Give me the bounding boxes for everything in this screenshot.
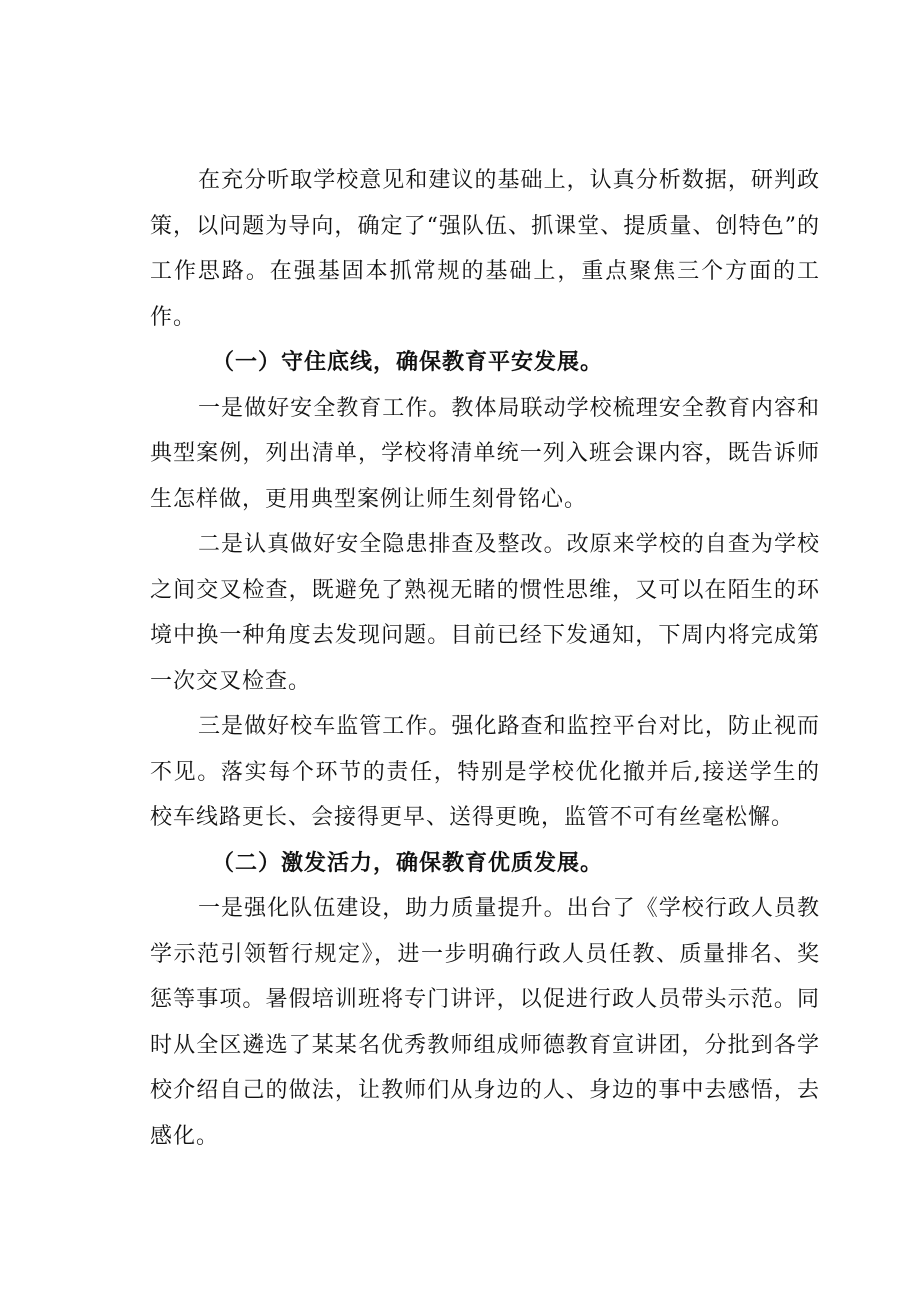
document-page [150,158,820,1159]
section-2-heading: （二）激发活力，确保教育优质发展。 [212,850,604,876]
section-1-paragraph-1: 一是做好安全教育工作。教体局联动学校梳理安全教育内容和典型案例，列出清单，学校将清单统一列入班会课内容，既告诉师生怎样做，更用典型案例让师生刻骨铭心。 [150,395,820,512]
section-2-paragraph-1: 一是强化队伍建设，助力质量提升。出台了《学校行政人员教学示范引领暂行规定》，进一步明确行政人员任教、质量排名、奖惩等事项。暑假培训班将专门讲评，以促进行政人员带头示范。同时从全区遴选了某某名优秀教师组成师德教育宣讲团，分批到各学校介绍自己的做法，让教师们从身边的人、身边的事中去感悟，去感化。 [150,896,820,1149]
section-1-paragraph-2: 二是认真做好安全隐患排查及整改。改原来学校的自查为学校之间交叉检查，既避免了熟视无睹的惯性思维，又可以在陌生的环境中换一种角度去发现问题。目前已经下发通知，下周内将完成第一次交叉检查。 [150,532,820,694]
section-1-paragraph-3: 三是做好校车监管工作。强化路查和监控平台对比，防止视而不见。落实每个环节的责任，特别是学校优化撤并后,接送学生的校车线路更长、会接得更早、送得更晚，监管不可有丝毫松懈。 [150,714,820,830]
intro-paragraph: 在充分听取学校意见和建议的基础上，认真分析数据，研判政策，以问题为导向，确定了“强队伍、抓课堂、提质量、创特色”的工作思路。在强基固本抓常规的基础上，重点聚焦三个方面的工作。 [150,168,820,330]
section-1-heading: （一）守住底线，确保教育平安发展。 [212,350,604,375]
